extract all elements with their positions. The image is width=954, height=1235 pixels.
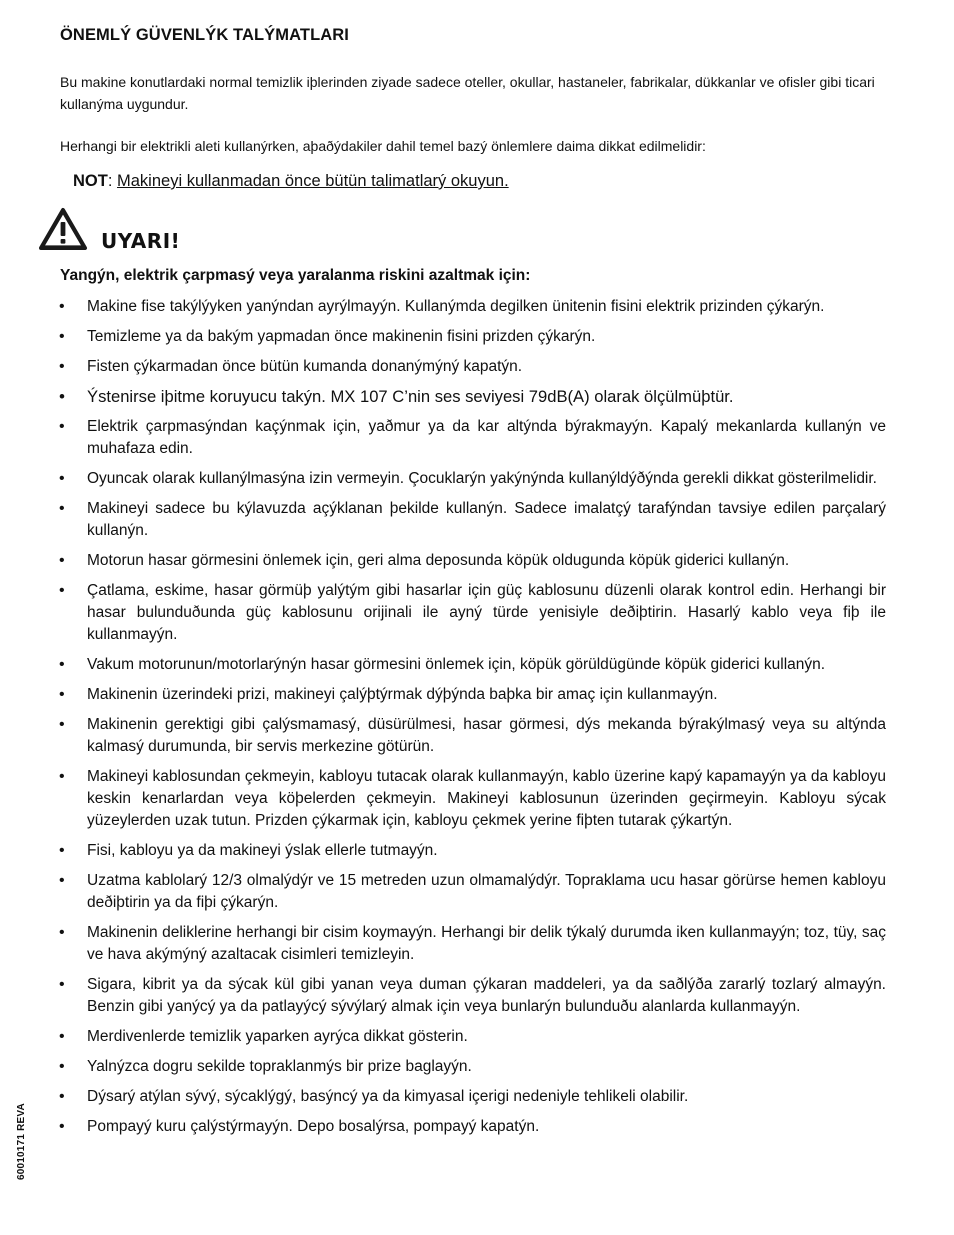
list-item-text: Pompayý kuru çalýstýrmayýn. Depo bosalýrsa, pompayý kapatýn. [87,1118,540,1135]
intro-paragraph: Bu makine konutlardaki normal temizlik iþlerinden ziyade sadece oteller, okullar, hastaneler, fabrikalar, dükkanlar ve ofisler gibi ticari kullanýma uygundur. [60,74,875,112]
bullet-marker: • [59,1088,65,1105]
bullet-marker: • [59,582,65,599]
list-item [0,654,954,676]
warning-subtitle: Yangýn, elektrik çarpmasý veya yaralanma riskini azaltmak için: [60,267,531,284]
bullet-marker: • [59,686,65,703]
bullet-marker: • [59,1118,65,1135]
bullet-marker: • [59,976,65,993]
safety-instructions-list [0,296,954,1146]
list-item [0,1056,954,1078]
list-item-text: Oyuncak olarak kullanýlmasýna izin vermeyin. Çocuklarýn yakýnýnda kullanýldýðýnda gerekli dikkat gösterilmelidir. [87,470,877,487]
list-item [0,296,954,318]
bullet-marker: • [59,1058,65,1075]
list-item-text: Makinenin gerektigi gibi çalýsmamasý, düsürülmesi, hasar görmesi, dýs mekanda býrakýlmasý veya su altýnda kalmasý durumunda, bir servis merkezine götürün. [87,716,886,755]
list-item [0,684,954,706]
list-item [0,550,954,572]
list-item-text: Fisi, kabloyu ya da makineyi ýslak ellerle tutmayýn. [87,842,438,859]
note-label: NOT [73,172,108,190]
precautions-paragraph: Herhangi bir elektrikli aleti kullanýrken, aþaðýdakiler dahil temel bazý önlemlere daima dikkat edilmelidir: [60,138,706,154]
list-item [0,580,954,646]
list-item-text: Makineyi kablosundan çekmeyin, kabloyu tutacak olarak kullanmayýn, kablo üzerine kapý kapamayýn ya da kabloyu keskin kenarlardan veya köþelerden çekmeyin. Makineyi kablosunun üzerinden geçirmeyin. Kabloyu sýcak yüzeylerden uzak tutun. Prizden çýkarmak için, kabloyu çekmek yerine fiþten tutarak çýkartýn. [87,768,886,829]
list-item [0,1116,954,1138]
list-item-text: Vakum motorunun/motorlarýnýn hasar görmesini önlemek için, köpük görüldügünde köpük giderici kullanýn. [87,656,826,673]
list-item-text: Fisten çýkarmadan önce bütün kumanda donanýmýný kapatýn. [87,358,523,375]
bullet-marker: • [59,328,65,345]
list-item-text: Elektrik çarpmasýndan kaçýnmak için, yaðmur ya da kar altýnda býrakmayýn. Kapalý mekanlarda kullanýn ve muhafaza edin. [87,418,886,457]
list-item-text: Temizleme ya da bakým yapmadan önce makinenin fisini prizden çýkarýn. [87,328,596,345]
list-item-text: Makinenin deliklerine herhangi bir cisim koymayýn. Herhangi bir delik týkalý durumda iken kullanmayýn; toz, tüy, saç ve hava akýmýný azaltacak cisimleri temizleyin. [87,924,886,963]
bullet-marker: • [59,500,65,517]
bullet-marker: • [59,872,65,889]
list-item [0,840,954,862]
list-item-text: Sigara, kibrit ya da sýcak kül gibi yanan veya duman çýkaran maddeleri, ya da saðlýða zararlý tozlarý almayýn. Benzin gibi yanýcý ya da patlayýcý sývýlarý almak için veya bunlarýn bulunduðu alanlarda kullanmayýn. [87,976,886,1015]
bullet-marker: • [59,470,65,487]
list-item [0,416,954,460]
bullet-marker: • [59,298,65,315]
list-item [0,1086,954,1108]
list-item-text: Dýsarý atýlan sývý, sýcaklýgý, basýncý ya da kimyasal içerigi nedeniyle tehlikeli olabilir. [87,1088,689,1105]
list-item-text: Merdivenlerde temizlik yaparken ayrýca dikkat gösterin. [87,1028,468,1045]
list-item [0,326,954,348]
list-item [0,922,954,966]
bullet-marker: • [59,552,65,569]
list-item-text: Çatlama, eskime, hasar görmüþ yalýtým gibi hasarlar için güç kablosunu düzenli olarak kontrol edin. Herhangi bir hasar bulunduðunda güç kablosunu orijinali ile ayný türde yenisiyle deðiþtirin. Hasarlý kablo veya fiþ ile kullanmayýn. [87,582,886,643]
note-line [73,170,509,192]
document-code: 60010171 REVA [16,1103,27,1180]
bullet-marker: • [59,842,65,859]
list-item-text: Motorun hasar görmesini önlemek için, geri alma deposunda köpük oldugunda köpük giderici kullanýn. [87,552,790,569]
warning-triangle-icon [38,207,88,251]
list-item [0,870,954,914]
bullet-marker: • [59,358,65,375]
bullet-marker: • [59,1028,65,1045]
note-text: Makineyi kullanmadan önce bütün talimatlarý okuyun. [117,172,509,190]
list-item-text: Yalnýzca dogru sekilde topraklanmýs bir prize baglayýn. [87,1058,472,1075]
note-separator: : [107,172,118,190]
bullet-marker: • [59,387,65,406]
warning-title: UYARI! [101,229,181,253]
bullet-marker: • [59,716,65,733]
list-item [0,974,954,1018]
list-item-text: Uzatma kablolarý 12/3 olmalýdýr ve 15 metreden uzun olmamalýdýr. Topraklama ucu hasar görürse hemen kabloyu deðiþtirin ya da fiþi çýkarýn. [87,872,886,911]
list-item [0,386,954,408]
list-item [0,766,954,832]
bullet-marker: • [59,656,65,673]
list-item-text: Makine fise takýlýyken yanýndan ayrýlmayýn. Kullanýmda degilken ünitenin fisini elektrik prizinden çýkarýn. [87,298,825,315]
bullet-marker: • [59,924,65,941]
list-item-text: Makinenin üzerindeki prizi, makineyi çalýþtýrmak dýþýnda baþka bir amaç için kullanmayýn. [87,686,718,703]
bullet-marker: • [59,768,65,785]
list-item-text: Ýstenirse iþitme koruyucu takýn. MX 107 C’nin ses seviyesi 79dB(A) olarak ölçülmüþtür. [87,387,734,406]
list-item [0,714,954,758]
document-title: ÖNEMLÝ GÜVENLÝK TALÝMATLARI [60,26,349,44]
list-item [0,356,954,378]
list-item-text: Makineyi sadece bu kýlavuzda açýklanan þekilde kullanýn. Sadece imalatçý tarafýndan tavsiye edilen parçalarý kullanýn. [87,500,886,539]
list-item [0,468,954,490]
list-item [0,498,954,542]
bullet-marker: • [59,418,65,435]
list-item [0,1026,954,1048]
